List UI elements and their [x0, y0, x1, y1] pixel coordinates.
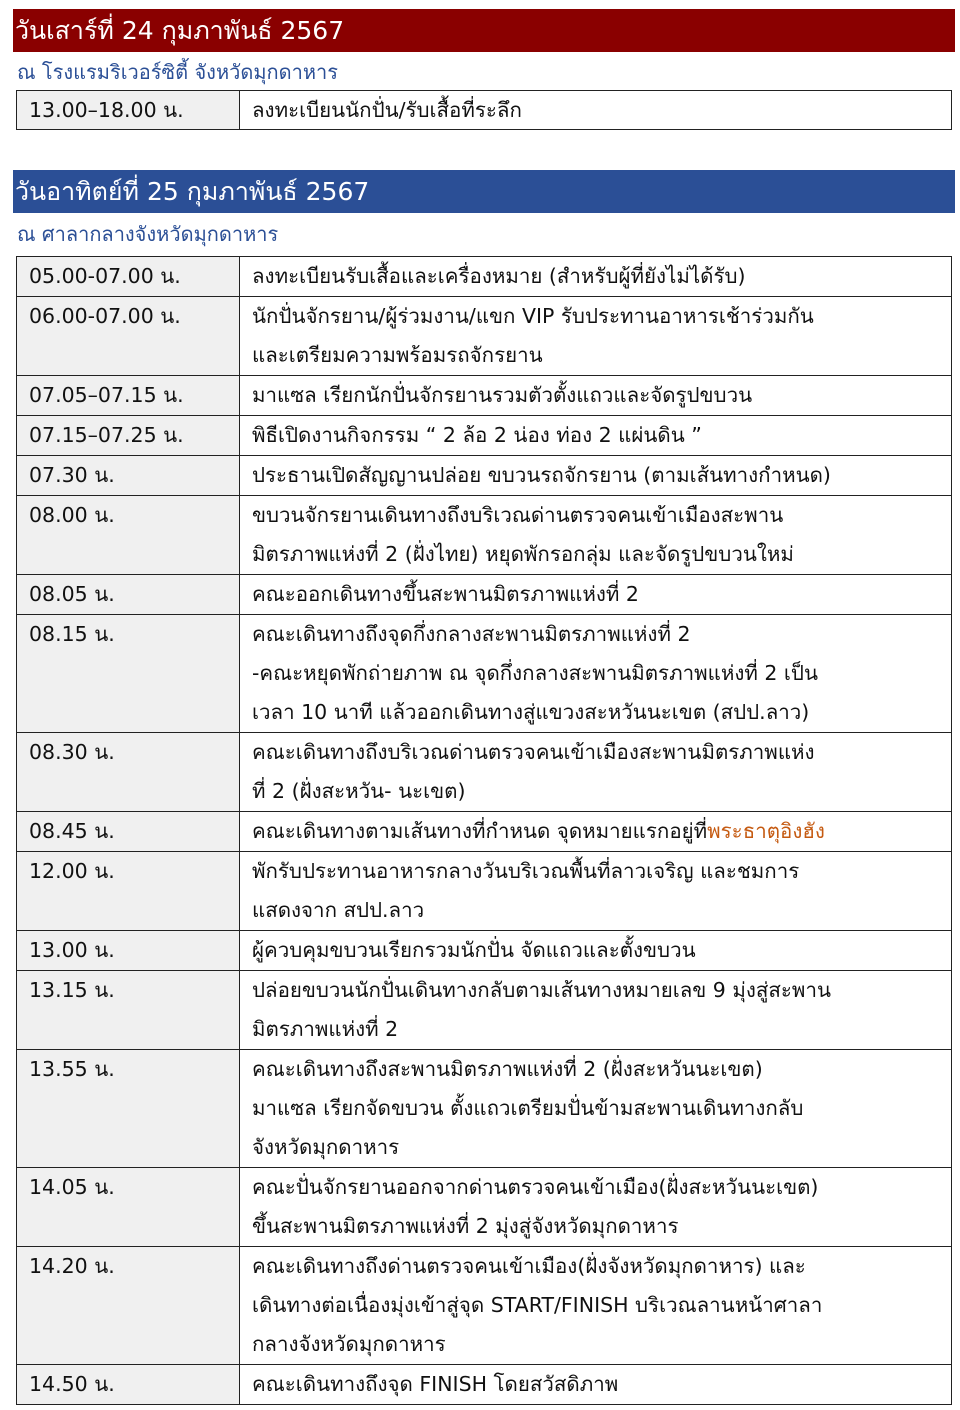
schedule-time	[17, 496, 240, 575]
description-text: เดินทางต่อเนื่องมุ่งเข้าสู่จุด START/FINISH บริเวณลานหน้าศาลา	[252, 1293, 823, 1317]
time-text: 13.00–18.00 น.	[29, 98, 184, 122]
description-text: นักปั่นจักรยาน/ผู้ร่วมงาน/แขก VIP รับประทานอาหารเช้าร่วมกัน	[252, 304, 814, 328]
schedule-time	[17, 931, 240, 971]
time-text: 06.00-07.00 น.	[29, 304, 181, 328]
description-line	[252, 257, 947, 296]
schedule-description	[240, 1050, 952, 1168]
description-line	[252, 1010, 947, 1049]
schedule-time	[17, 615, 240, 733]
description-line	[252, 693, 947, 732]
description-line	[252, 931, 947, 970]
description-line	[252, 535, 947, 574]
description-text: ลงทะเบียนรับเสื้อและเครื่องหมาย (สำหรับผู้ที่ยังไม่ได้รับ)	[252, 264, 746, 288]
description-text: ขบวนจักรยานเดินทางถึงบริเวณด่านตรวจคนเข้าเมืองสะพาน	[252, 503, 784, 527]
description-text: มิตรภาพแห่งที่ 2	[252, 1017, 399, 1041]
schedule-description	[240, 615, 952, 733]
schedule-row	[17, 456, 952, 496]
description-text: ประธานเปิดสัญญานปล่อย ขบวนรถจักรยาน (ตามเส้นทางกำหนด)	[252, 463, 831, 487]
schedule-description	[240, 376, 952, 416]
description-text: มาแซล เรียกนักปั่นจักรยานรวมตัวตั้งแถวและจัดรูปขบวน	[252, 383, 753, 407]
description-line	[252, 812, 947, 851]
description-line	[252, 1050, 947, 1089]
schedule-description	[240, 1365, 952, 1405]
description-text: กลางจังหวัดมุกดาหาร	[252, 1332, 446, 1356]
description-line	[252, 1286, 947, 1325]
time-text: 13.55 น.	[29, 1057, 115, 1081]
description-text: ขึ้นสะพานมิตรภาพแห่งที่ 2 มุ่งสู่จังหวัดมุกดาหาร	[252, 1214, 679, 1238]
description-text: คณะเดินทางถึงสะพานมิตรภาพแห่งที่ 2 (ฝั่งสะหวันนะเขต)	[252, 1057, 763, 1081]
description-line	[252, 1089, 947, 1128]
description-line	[252, 852, 947, 891]
description-text: และเตรียมความพร้อมรถจักรยาน	[252, 343, 543, 367]
schedule-description	[240, 812, 952, 852]
schedule-description	[240, 297, 952, 376]
day2-venue: ณ ศาลากลางจังหวัดมุกดาหาร	[17, 222, 279, 246]
description-line	[252, 91, 947, 129]
description-text: เวลา 10 นาที แล้วออกเดินทางสู่แขวงสะหวันนะเขต (สปป.ลาว)	[252, 700, 810, 724]
schedule-description	[240, 91, 952, 130]
day1-schedule-table	[16, 90, 952, 130]
time-text: 05.00-07.00 น.	[29, 264, 181, 288]
description-line	[252, 416, 947, 455]
description-line	[252, 1365, 947, 1404]
schedule-description	[240, 931, 952, 971]
schedule-time	[17, 1168, 240, 1247]
schedule-row	[17, 91, 952, 130]
description-line	[252, 615, 947, 654]
schedule-time	[17, 456, 240, 496]
schedule-row	[17, 812, 952, 852]
schedule-row	[17, 931, 952, 971]
description-line	[252, 575, 947, 614]
description-text: ลงทะเบียนนักปั่น/รับเสื้อที่ระลึก	[252, 98, 522, 122]
day2-schedule-table	[16, 256, 952, 1405]
time-text: 14.20 น.	[29, 1254, 115, 1278]
time-text: 08.30 น.	[29, 740, 115, 764]
schedule-description	[240, 257, 952, 297]
description-text: มาแซล เรียกจัดขบวน ตั้งแถวเตรียมปั่นข้ามสะพานเดินทางกลับ	[252, 1096, 804, 1120]
schedule-time	[17, 257, 240, 297]
description-line	[252, 336, 947, 375]
description-text: คณะเดินทางถึงจุด FINISH โดยสวัสดิภาพ	[252, 1372, 619, 1396]
schedule-row	[17, 376, 952, 416]
description-text: จังหวัดมุกดาหาร	[252, 1135, 400, 1159]
description-text: คณะปั่นจักรยานออกจากด่านตรวจคนเข้าเมือง(ฝั่งสะหวันนะเขต)	[252, 1175, 819, 1199]
schedule-time	[17, 1050, 240, 1168]
description-text: พักรับประทานอาหารกลางวันบริเวณพื้นที่ลาวเจริญ และชมการ	[252, 859, 800, 883]
day1-header: วันเสาร์ที่ 24 กุมภาพันธ์ 2567	[13, 9, 955, 52]
time-text: 12.00 น.	[29, 859, 115, 883]
schedule-row	[17, 257, 952, 297]
description-line	[252, 456, 947, 495]
description-text: คณะเดินทางถึงบริเวณด่านตรวจคนเข้าเมืองสะพานมิตรภาพแห่ง	[252, 740, 815, 764]
schedule-time	[17, 416, 240, 456]
description-text: คณะเดินทางถึงจุดกึ่งกลางสะพานมิตรภาพแห่งที่ 2	[252, 622, 691, 646]
schedule-description	[240, 575, 952, 615]
time-text: 13.15 น.	[29, 978, 115, 1002]
schedule-description	[240, 1168, 952, 1247]
time-text: 08.00 น.	[29, 503, 115, 527]
description-line	[252, 654, 947, 693]
description-line	[252, 1168, 947, 1207]
schedule-description	[240, 971, 952, 1050]
description-line	[252, 1207, 947, 1246]
schedule-row	[17, 416, 952, 456]
schedule-time	[17, 1365, 240, 1405]
description-line	[252, 496, 947, 535]
schedule-row	[17, 297, 952, 376]
description-line	[252, 971, 947, 1010]
schedule-row	[17, 971, 952, 1050]
description-text: ผู้ควบคุมขบวนเรียกรวมนักปั่น จัดแถวและตั้งขบวน	[252, 938, 696, 962]
description-text: ที่ 2 (ฝั่งสะหวัน- นะเขต)	[252, 779, 466, 803]
time-text: 08.15 น.	[29, 622, 115, 646]
time-text: 14.05 น.	[29, 1175, 115, 1199]
description-text: -คณะหยุดพักถ่ายภาพ ณ จุดกึ่งกลางสะพานมิตรภาพแห่งที่ 2 เป็น	[252, 661, 818, 685]
schedule-time	[17, 971, 240, 1050]
description-line	[252, 772, 947, 811]
day2-header: วันอาทิตย์ที่ 25 กุมภาพันธ์ 2567	[13, 170, 955, 213]
schedule-row	[17, 1168, 952, 1247]
schedule-row	[17, 1365, 952, 1405]
description-text: คณะเดินทางตามเส้นทางที่กำหนด จุดหมายแรกอยู่ที่	[252, 819, 708, 843]
description-line	[252, 297, 947, 336]
schedule-time	[17, 376, 240, 416]
schedule-description	[240, 852, 952, 931]
description-text: แสดงจาก สปป.ลาว	[252, 898, 425, 922]
description-line	[252, 1247, 947, 1286]
time-text: 08.05 น.	[29, 582, 115, 606]
schedule-description	[240, 733, 952, 812]
description-text: พิธีเปิดงานกิจกรรม “ 2 ล้อ 2 น่อง ท่อง 2 แผ่นดิน ”	[252, 423, 702, 447]
schedule-description	[240, 456, 952, 496]
schedule-time	[17, 733, 240, 812]
day1-venue: ณ โรงแรมริเวอร์ซิตี้ จังหวัดมุกดาหาร	[17, 60, 339, 84]
schedule-time	[17, 91, 240, 130]
schedule-time	[17, 852, 240, 931]
schedule-row	[17, 1247, 952, 1365]
time-text: 07.15–07.25 น.	[29, 423, 184, 447]
schedule-time	[17, 575, 240, 615]
schedule-row	[17, 496, 952, 575]
description-line	[252, 891, 947, 930]
schedule-row	[17, 1050, 952, 1168]
schedule-time	[17, 1247, 240, 1365]
schedule-time	[17, 812, 240, 852]
description-text: มิตรภาพแห่งที่ 2 (ฝั่งไทย) หยุดพักรอกลุ่ม และจัดรูปขบวนใหม่	[252, 542, 794, 566]
highlight-place-name: พระธาตุอิงฮัง	[707, 819, 825, 843]
schedule-description	[240, 496, 952, 575]
description-line	[252, 1128, 947, 1167]
schedule-time	[17, 297, 240, 376]
time-text: 08.45 น.	[29, 819, 115, 843]
description-text: ปล่อยขบวนนักปั่นเดินทางกลับตามเส้นทางหมายเลข 9 มุ่งสู่สะพาน	[252, 978, 831, 1002]
schedule-description	[240, 416, 952, 456]
time-text: 13.00 น.	[29, 938, 115, 962]
description-text: คณะเดินทางถึงด่านตรวจคนเข้าเมือง(ฝั่งจังหวัดมุกดาหาร) และ	[252, 1254, 806, 1278]
description-line	[252, 1325, 947, 1364]
time-text: 14.50 น.	[29, 1372, 115, 1396]
time-text: 07.05–07.15 น.	[29, 383, 184, 407]
description-text: คณะออกเดินทางขึ้นสะพานมิตรภาพแห่งที่ 2	[252, 582, 639, 606]
schedule-row	[17, 615, 952, 733]
schedule-row	[17, 852, 952, 931]
schedule-description	[240, 1247, 952, 1365]
schedule-row	[17, 733, 952, 812]
schedule-row	[17, 575, 952, 615]
time-text: 07.30 น.	[29, 463, 115, 487]
description-line	[252, 376, 947, 415]
description-line	[252, 733, 947, 772]
